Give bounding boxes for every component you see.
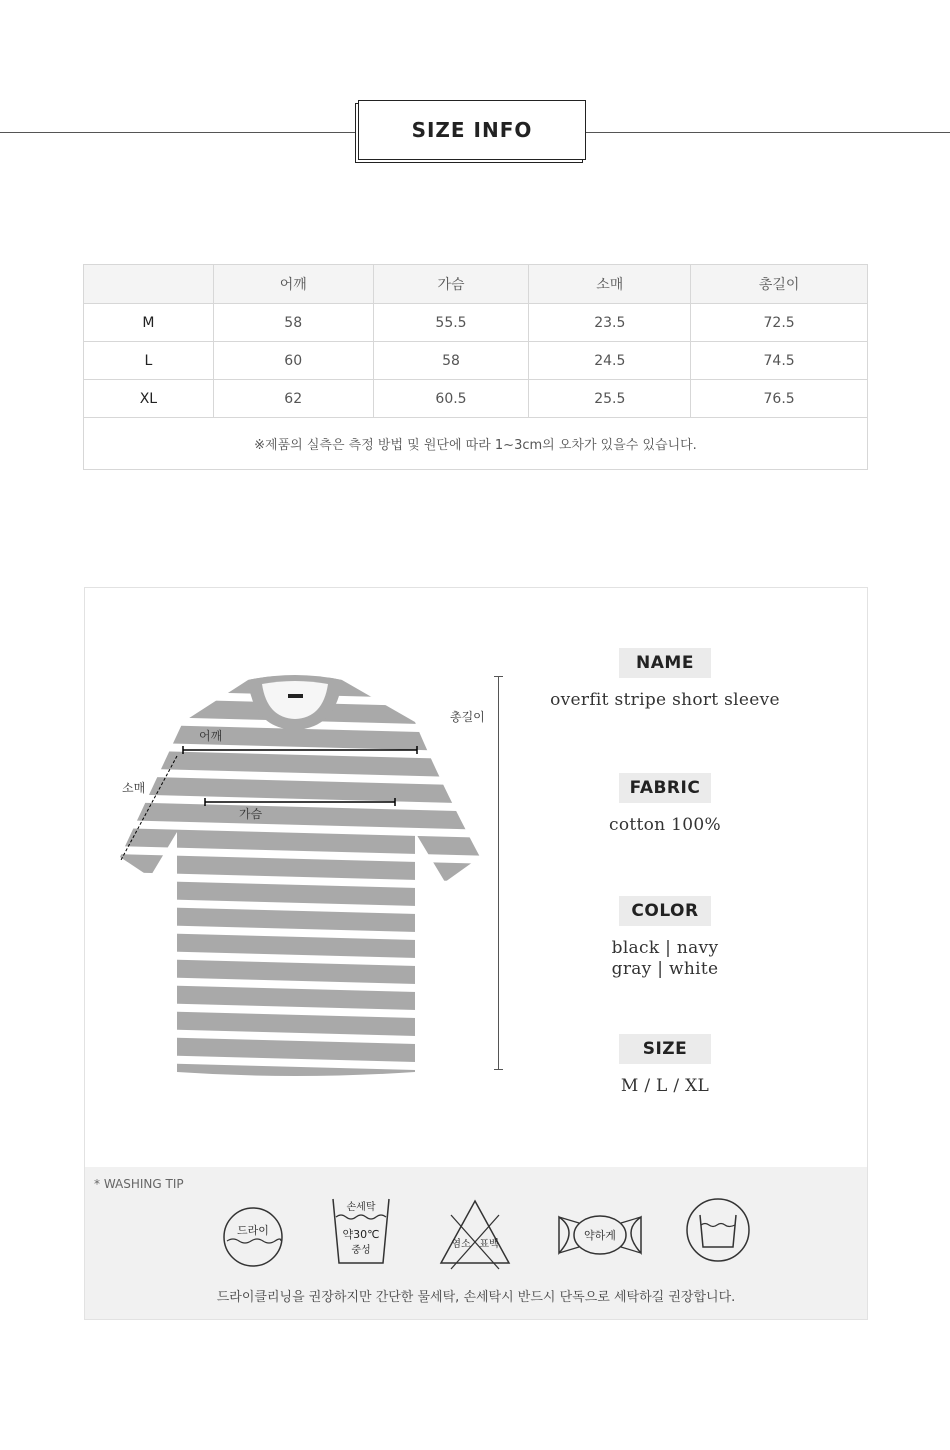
- size-value: M / L / XL: [620, 1076, 710, 1096]
- column-header-shoulder: 어깨: [213, 265, 373, 304]
- chest-label: 가슴: [239, 807, 263, 821]
- brand-tag-icon: [288, 694, 303, 698]
- size-label: L: [84, 342, 214, 380]
- page-title: SIZE INFO: [411, 118, 533, 142]
- table-cell: 58: [213, 304, 373, 342]
- washing-note: 드라이클리닝을 권장하지만 간단한 물세탁, 손세탁시 반드시 단독으로 세탁하길 권장합니다.: [216, 1290, 736, 1305]
- shoulder-label: 어깨: [199, 729, 223, 743]
- color-value-line2: gray | white: [611, 959, 719, 979]
- table-cell: 76.5: [691, 380, 868, 418]
- hand-wash-temp: 약30℃: [342, 1228, 380, 1241]
- washing-tip-label: * WASHING TIP: [94, 1177, 184, 1191]
- tshirt-illustration: [115, 672, 485, 1092]
- name-heading: NAME: [619, 648, 711, 678]
- tshirt-body: [115, 672, 485, 1092]
- size-table-note: ※제품의 실측은 측정 방법 및 원단에 따라 1~3cm의 오차가 있을수 있습니다.: [84, 418, 868, 470]
- header-line-left: [0, 132, 357, 133]
- column-header-sleeve: 소매: [529, 265, 691, 304]
- hand-wash-detergent: 중성: [351, 1245, 371, 1256]
- length-measure-tick-bottom: [494, 1069, 503, 1070]
- color-value-line1: black | navy: [611, 938, 719, 958]
- table-cell: 58: [373, 342, 529, 380]
- no-bleach-left-text: 염소: [451, 1239, 471, 1250]
- table-row: [84, 342, 868, 380]
- sleeve-label: 소매: [122, 781, 146, 795]
- info-fabric-block: [535, 773, 795, 836]
- size-heading: SIZE: [619, 1034, 711, 1064]
- dry-clean-icon: [221, 1197, 285, 1269]
- length-measure-line: [498, 676, 499, 1070]
- size-table-header-row: [84, 265, 868, 304]
- table-cell: 60: [213, 342, 373, 380]
- table-cell: 25.5: [529, 380, 691, 418]
- color-heading: COLOR: [619, 896, 711, 926]
- table-cell: 23.5: [529, 304, 691, 342]
- no-bleach-icon: [437, 1197, 513, 1273]
- gentle-wring-text: 약하게: [584, 1229, 616, 1242]
- length-measure-tick-top: [494, 676, 503, 677]
- name-value: overfit stripe short sleeve: [550, 690, 780, 710]
- fabric-value: cotton 100%: [609, 815, 721, 835]
- hand-wash-label: 손세탁: [346, 1202, 376, 1213]
- water-wash-icon: [685, 1197, 751, 1263]
- hand-wash-icon: [329, 1195, 393, 1273]
- table-cell: 74.5: [691, 342, 868, 380]
- column-header-length: 총길이: [691, 265, 868, 304]
- table-cell: 72.5: [691, 304, 868, 342]
- table-cell: 60.5: [373, 380, 529, 418]
- info-name-block: [535, 648, 795, 711]
- table-row: [84, 304, 868, 342]
- washing-tip-section: [85, 1167, 867, 1319]
- dry-clean-text: 드라이: [237, 1224, 269, 1237]
- info-size-block: [535, 1034, 795, 1097]
- info-color-block: [535, 896, 795, 980]
- table-cell: 24.5: [529, 342, 691, 380]
- size-table: [83, 264, 868, 470]
- size-column-header-empty: [84, 265, 214, 304]
- table-note-row: [84, 418, 868, 470]
- fabric-heading: FABRIC: [619, 773, 711, 803]
- gentle-wring-icon: [557, 1213, 643, 1257]
- column-header-chest: 가슴: [373, 265, 529, 304]
- length-label: 총길이: [450, 710, 485, 724]
- size-label: XL: [84, 380, 214, 418]
- header-box: [358, 100, 586, 160]
- table-cell: 55.5: [373, 304, 529, 342]
- no-bleach-right-text: 표백: [479, 1239, 499, 1250]
- header-line-right: [586, 132, 950, 133]
- table-row: [84, 380, 868, 418]
- size-label: M: [84, 304, 214, 342]
- product-info-panel: [84, 587, 868, 1320]
- table-cell: 62: [213, 380, 373, 418]
